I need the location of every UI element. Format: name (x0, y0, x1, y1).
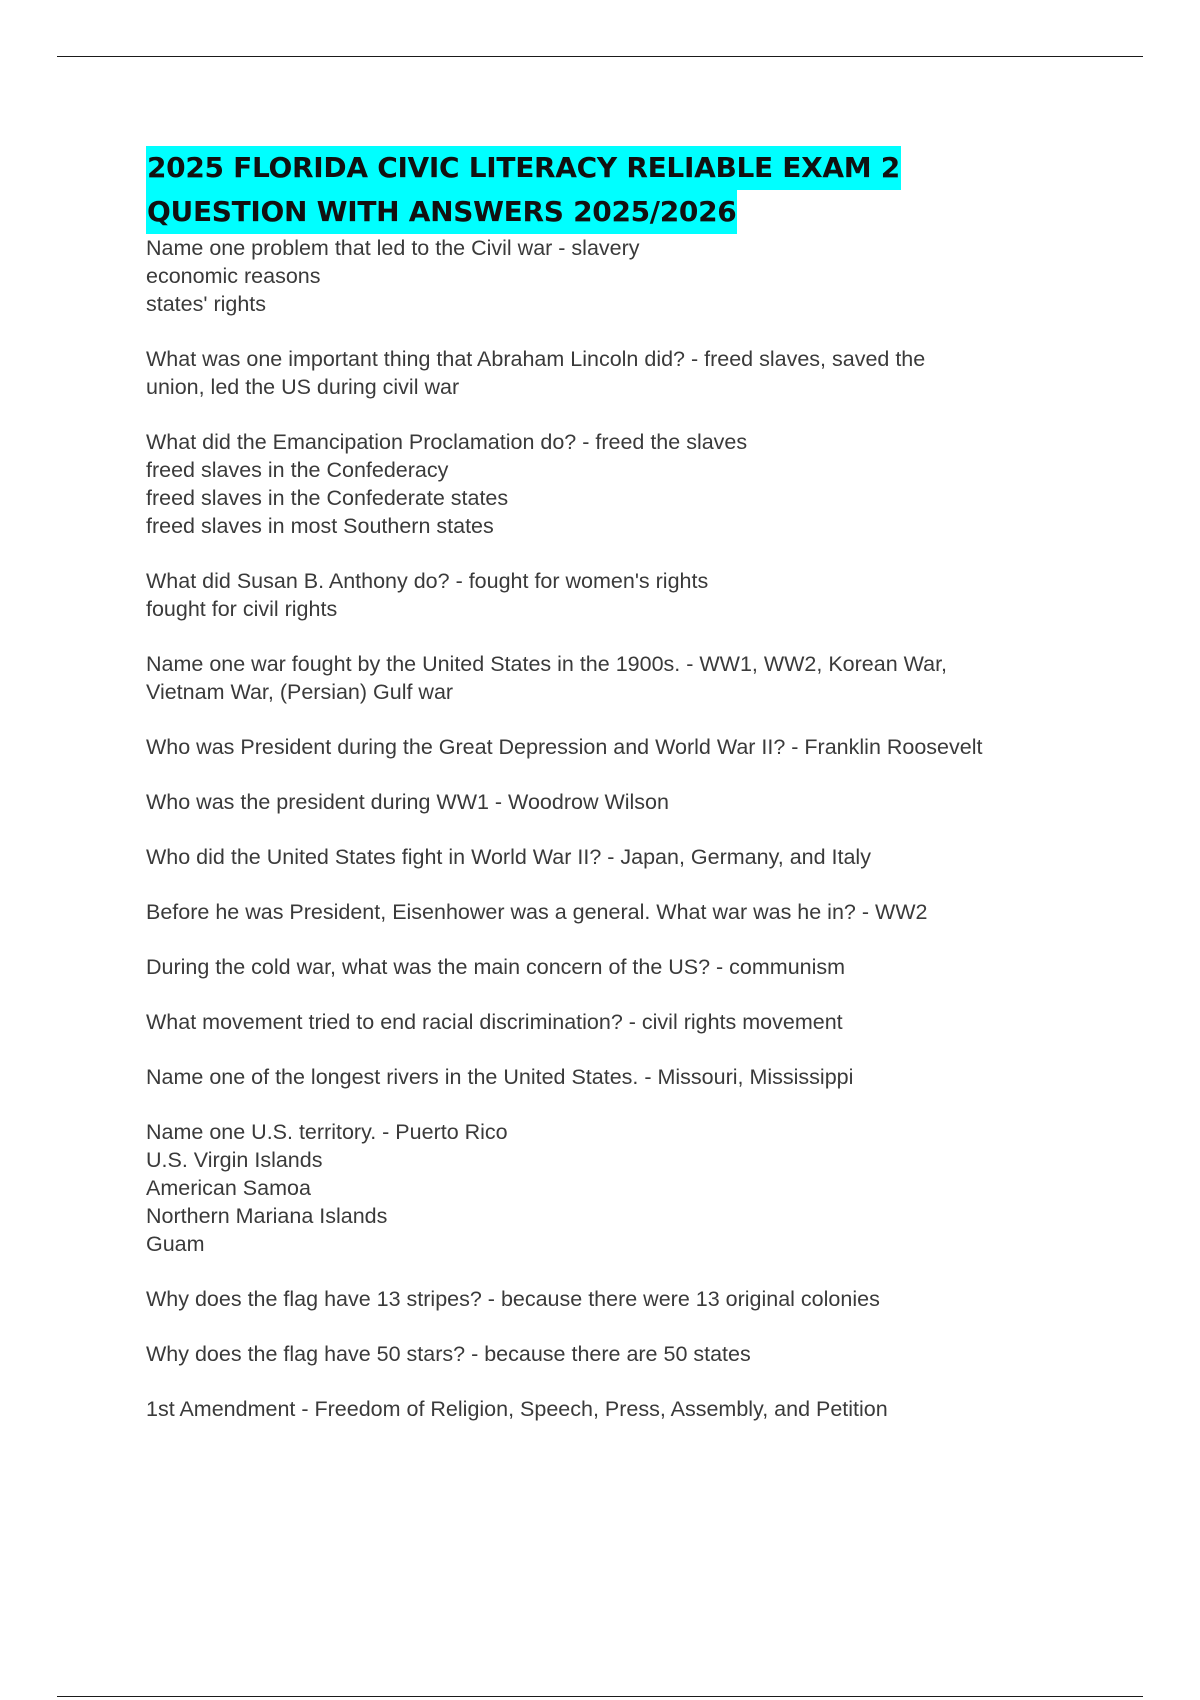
qa-entry (146, 345, 1146, 401)
qa-list (146, 234, 1146, 1423)
qa-answer-line: economic reasons (146, 264, 321, 288)
qa-answer-line: Vietnam War, (Persian) Gulf war (146, 680, 454, 704)
qa-entry (146, 567, 1146, 623)
qa-question-line: What movement tried to end racial discrimination? - civil rights movement (146, 1010, 843, 1034)
qa-answer-line: fought for civil rights (146, 597, 338, 621)
qa-entry (146, 1118, 1146, 1258)
qa-question-line: Who was President during the Great Depression and World War II? - Franklin Roosevelt (146, 735, 983, 759)
bottom-rule (57, 1696, 1143, 1697)
qa-answer-line: freed slaves in most Southern states (146, 514, 494, 538)
qa-answer-line: Northern Mariana Islands (146, 1204, 388, 1228)
qa-entry (146, 898, 1146, 926)
qa-entry (146, 843, 1146, 871)
qa-entry (146, 234, 1146, 318)
qa-question-line: What did Susan B. Anthony do? - fought for women's rights (146, 569, 709, 593)
qa-question-line: Name one war fought by the United States in the 1900s. - WW1, WW2, Korean War, (146, 652, 948, 676)
qa-question-line: Who did the United States fight in World War II? - Japan, Germany, and Italy (146, 845, 871, 869)
qa-answer-line: union, led the US during civil war (146, 375, 460, 399)
qa-answer-line: U.S. Virgin Islands (146, 1148, 323, 1172)
qa-entry (146, 1063, 1146, 1091)
document-title (146, 146, 1146, 234)
qa-entry (146, 1008, 1146, 1036)
qa-entry (146, 1285, 1146, 1313)
qa-question-line: Why does the flag have 13 stripes? - because there were 13 original colonies (146, 1287, 880, 1311)
qa-answer-line: American Samoa (146, 1176, 311, 1200)
qa-question-line: What was one important thing that Abraham Lincoln did? - freed slaves, saved the (146, 347, 926, 371)
qa-entry (146, 428, 1146, 540)
qa-question-line: Name one problem that led to the Civil war - slavery (146, 236, 640, 260)
qa-answer-line: Guam (146, 1232, 205, 1256)
title-line-2: QUESTION WITH ANSWERS 2025/2026 (146, 190, 737, 234)
qa-question-line: Name one of the longest rivers in the United States. - Missouri, Mississippi (146, 1065, 854, 1089)
qa-question-line: Why does the flag have 50 stars? - because there are 50 states (146, 1342, 751, 1366)
qa-entry (146, 650, 1146, 706)
document-body (146, 146, 1146, 1450)
qa-entry (146, 1340, 1146, 1368)
qa-entry (146, 1395, 1146, 1423)
qa-entry (146, 733, 1146, 761)
title-line-1: 2025 FLORIDA CIVIC LITERACY RELIABLE EXAM 2 (146, 146, 901, 190)
qa-answer-line: freed slaves in the Confederate states (146, 486, 509, 510)
qa-question-line: 1st Amendment - Freedom of Religion, Speech, Press, Assembly, and Petition (146, 1397, 888, 1421)
qa-question-line: Name one U.S. territory. - Puerto Rico (146, 1120, 508, 1144)
qa-question-line: What did the Emancipation Proclamation do? - freed the slaves (146, 430, 748, 454)
qa-answer-line: states' rights (146, 292, 267, 316)
qa-question-line: Before he was President, Eisenhower was a general. What war was he in? - WW2 (146, 900, 928, 924)
qa-answer-line: freed slaves in the Confederacy (146, 458, 449, 482)
qa-question-line: During the cold war, what was the main concern of the US? - communism (146, 955, 846, 979)
top-rule (57, 56, 1143, 57)
qa-entry (146, 953, 1146, 981)
qa-question-line: Who was the president during WW1 - Woodrow Wilson (146, 790, 669, 814)
qa-entry (146, 788, 1146, 816)
